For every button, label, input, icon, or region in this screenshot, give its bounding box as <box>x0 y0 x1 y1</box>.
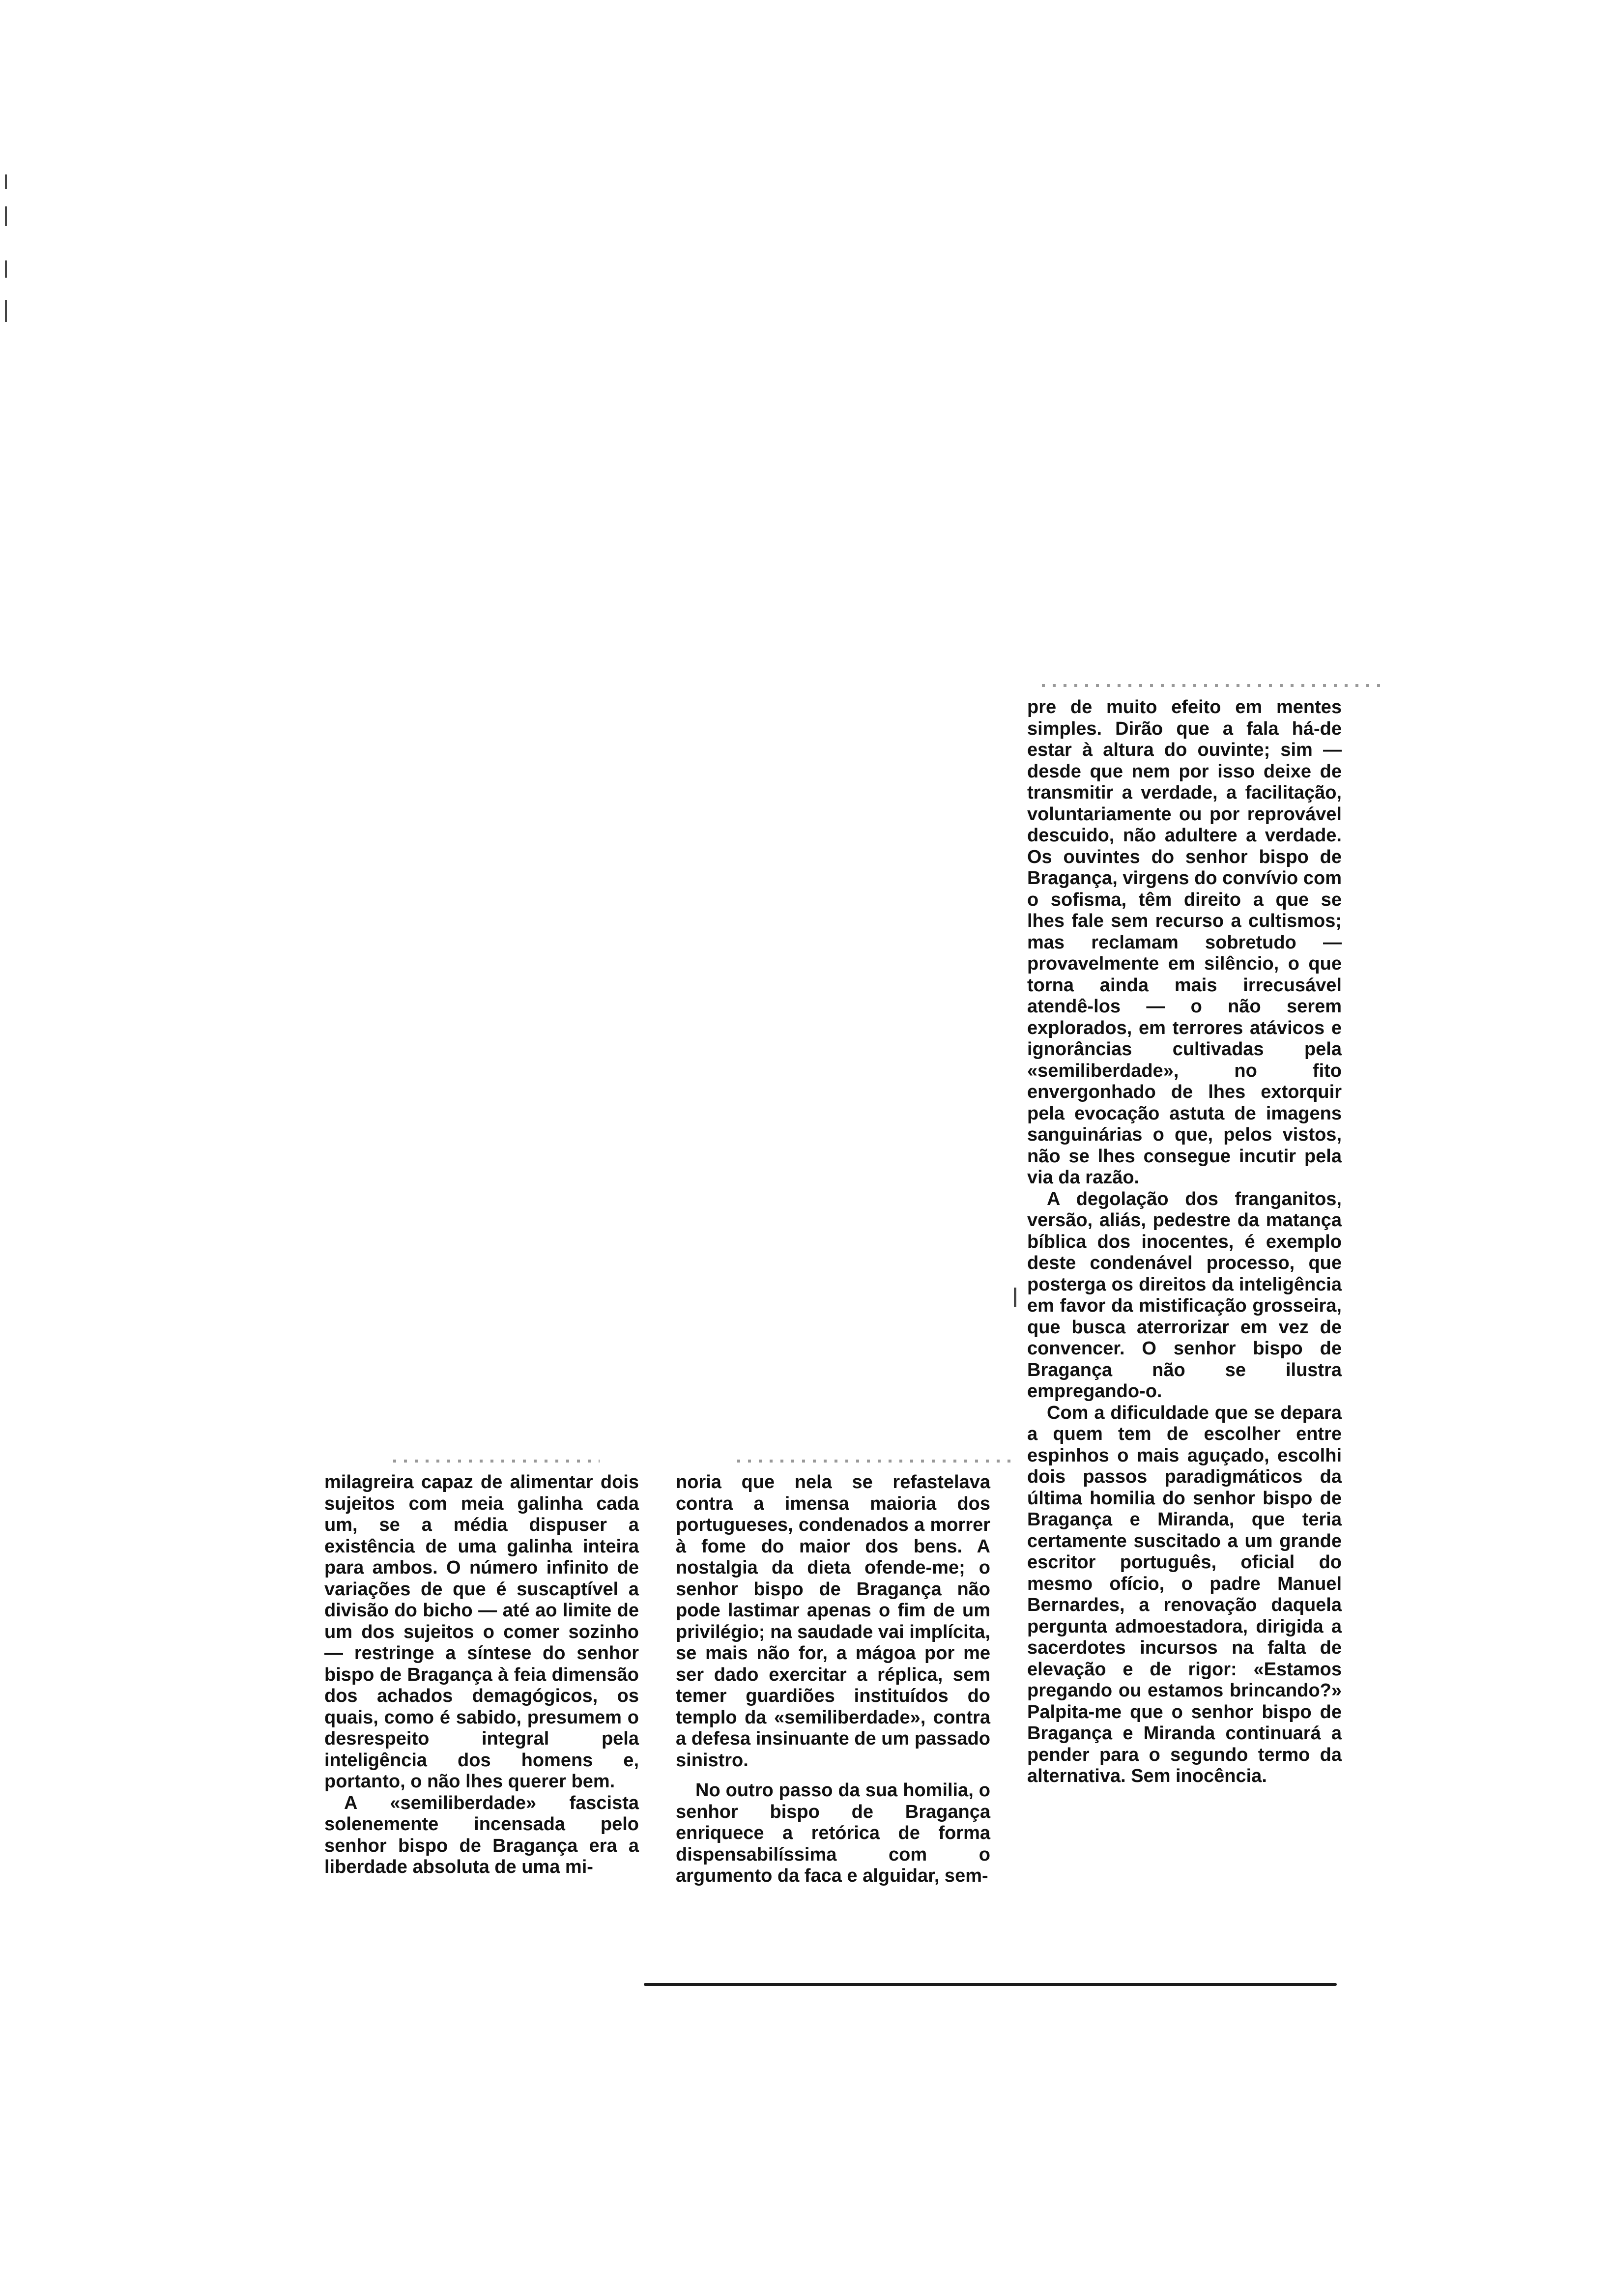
scan-mark-left-1 <box>5 174 7 189</box>
column-3-paragraph-3: Com a dificuldade que se depara a quem tem de escolher entre espinhos o mais aguçado, escolhi dois passos paradigmáticos da última homilia do senhor bispo de Bragança e Miranda, que teria certamente suscitado a um grande escritor português, oficial do mesmo ofício, o padre Manuel Bernardes, a renovação daquela pergunta admoestadora, dirigida a sacerdotes incursos na falta de elevação e de rigor: «Estamos pregando ou estamos brincando?» Palpita-me que o senhor bispo de Bragança e Miranda continuará a pender para o segundo termo da alternativa. Sem inocência. <box>1027 1402 1342 1786</box>
article-column-1 <box>324 1472 639 1878</box>
scan-mark-left-4 <box>5 300 7 322</box>
scan-mark-mid <box>1014 1288 1016 1307</box>
column-1-paragraph-2: A «semiliberdade» fascista solenemente incensada pelo senhor bispo de Bragança era a liberdade absoluta de uma mi- <box>324 1792 639 1877</box>
scan-mark-left-3 <box>5 260 7 278</box>
article-column-3 <box>1027 697 1342 1787</box>
scan-noise-top-col1 <box>393 1460 600 1463</box>
scan-mark-left-2 <box>5 206 7 226</box>
column-2-paragraph-2: No outro passo da sua homilia, o senhor bispo de Bragança enriquece a retórica de forma dispensabilíssima com o argumento da faca e alguidar, sem- <box>676 1780 990 1886</box>
column-1-paragraph-1: milagreira capaz de alimentar dois sujeitos com meia galinha cada um, se a média dispuser a existência de uma galinha inteira para ambos. O número infinito de variações de que é suscaptível a divisão do bicho — até ao limite de um dos sujeitos o comer sozinho — restringe a síntese do senhor bispo de Bragança à feia dimensão dos achados demagógicos, os quais, como é sabido, presumem o desrespeito integral pela inteligência dos homens e, portanto, o não lhes querer bem. <box>324 1472 639 1792</box>
column-3-paragraph-2: A degolação dos franganitos, versão, aliás, pedestre da matança bíblica dos inocentes, é exemplo deste condenável processo, que posterga os direitos da inteligência em favor da mistificação grosseira, que busca aterrorizar em vez de convencer. O senhor bispo de Bragança não se ilustra empregando-o. <box>1027 1188 1342 1402</box>
scan-noise-top-col2 <box>737 1460 1012 1463</box>
column-2-paragraph-1: noria que nela se refastelava contra a imensa maioria dos portugueses, condenados a morrer à fome do maior dos bens. A nostalgia da dieta ofende-me; o senhor bispo de Bragança não pode lastimar apenas o fim de um privilégio; na saudade vai implícita, se mais não for, a mágoa por me ser dado exercitar a réplica, sem temer guardiões instituídos do templo da «semiliberdade», contra a defesa insinuante de um passado sinistro. <box>676 1472 990 1771</box>
scan-noise-top-col3 <box>1042 684 1381 687</box>
column-bottom-rule <box>644 1983 1337 1986</box>
column-3-paragraph-1: pre de muito efeito em mentes simples. Dirão que a fala há-de estar à altura do ouvinte; sim — desde que nem por isso deixe de transmitir a verdade, a facilitação, voluntariamente ou por reprovável descuido, não adultere a verdade. Os ouvintes do senhor bispo de Bragança, virgens do convívio com o sofisma, têm direito a que se lhes fale sem recurso a cultismos; mas reclamam sobretudo — provavelmente em silêncio, o que torna ainda mais irrecusável atendê-los — o não serem explorados, em terrores atávicos e ignorâncias cultivadas pela «semiliberdade», no fito envergonhado de lhes extorquir pela evocação astuta de imagens sanguinárias o que, pelos vistos, não se lhes consegue incutir pela via da razão. <box>1027 697 1342 1188</box>
article-column-2 <box>676 1472 990 1887</box>
